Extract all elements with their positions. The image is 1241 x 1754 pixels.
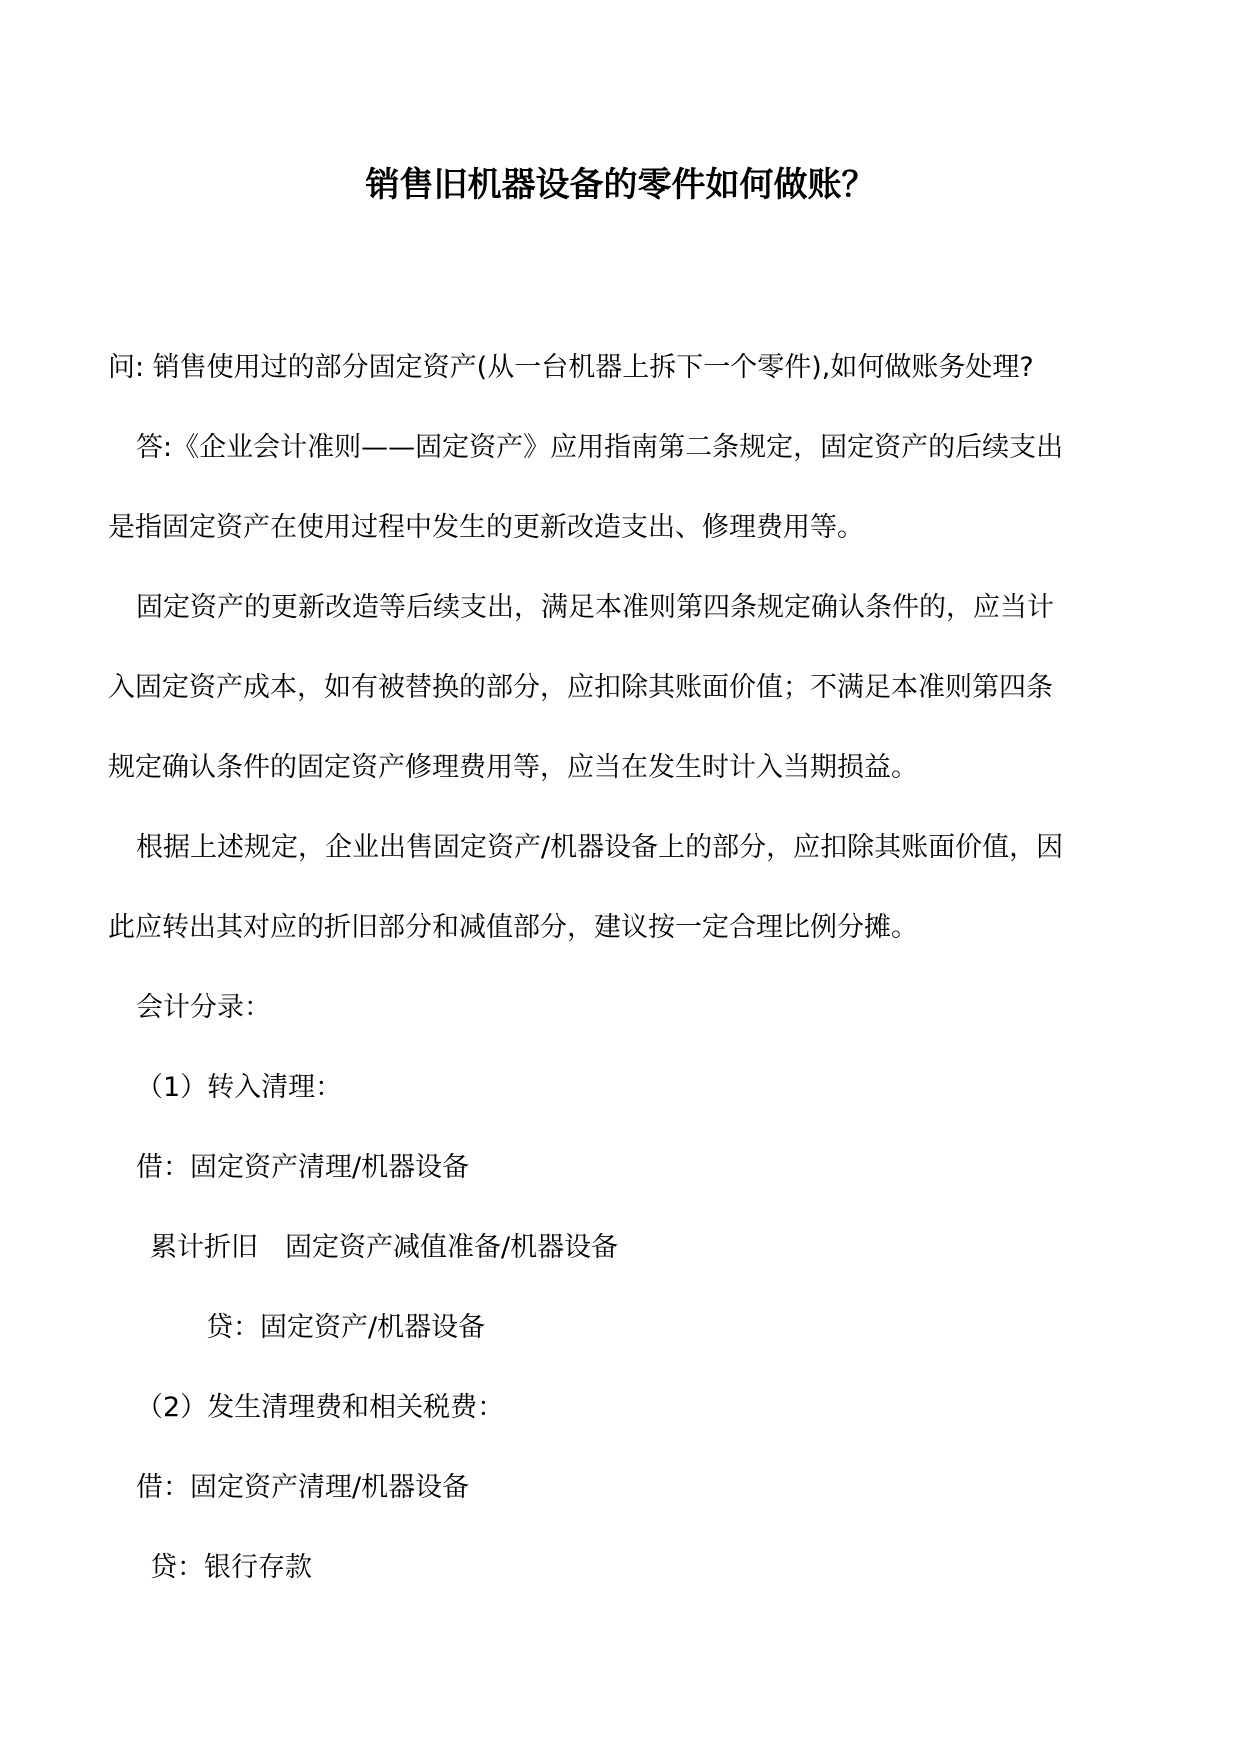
step-2-credit: 贷：银行存款 bbox=[150, 1552, 312, 1583]
step-1-debit-continued: 累计折旧 固定资产减值准备/机器设备 bbox=[150, 1232, 619, 1263]
paragraph-2-line-3: 规定确认条件的固定资产修理费用等，应当在发生时计入当期损益。 bbox=[108, 752, 918, 783]
question-line: 问: 销售使用过的部分固定资产(从一台机器上拆下一个零件),如何做账务处理? bbox=[108, 352, 1034, 383]
step-2-heading: （2）发生清理费和相关税费： bbox=[136, 1392, 505, 1423]
answer-line-2: 是指固定资产在使用过程中发生的更新改造支出、修理费用等。 bbox=[108, 512, 864, 543]
journal-entries-heading: 会计分录： bbox=[136, 992, 271, 1023]
step-1-heading: （1）转入清理： bbox=[136, 1072, 343, 1103]
paragraph-3-line-2: 此应转出其对应的折旧部分和减值部分，建议按一定合理比例分摊。 bbox=[108, 912, 918, 943]
step-1-debit: 借：固定资产清理/机器设备 bbox=[136, 1152, 470, 1183]
paragraph-3-line-1: 根据上述规定，企业出售固定资产/机器设备上的部分，应扣除其账面价值，因 bbox=[136, 832, 1064, 863]
page-title: 销售旧机器设备的零件如何做账？ bbox=[365, 165, 876, 205]
step-2-debit: 借：固定资产清理/机器设备 bbox=[136, 1472, 470, 1503]
paragraph-2-line-1: 固定资产的更新改造等后续支出，满足本准则第四条规定确认条件的，应当计 bbox=[136, 592, 1054, 623]
step-1-credit: 贷：固定资产/机器设备 bbox=[206, 1312, 486, 1343]
paragraph-2-line-2: 入固定资产成本，如有被替换的部分，应扣除其账面价值；不满足本准则第四条 bbox=[108, 672, 1053, 703]
answer-line-1: 答:《企业会计准则——固定资产》应用指南第二条规定，固定资产的后续支出 bbox=[136, 432, 1064, 463]
